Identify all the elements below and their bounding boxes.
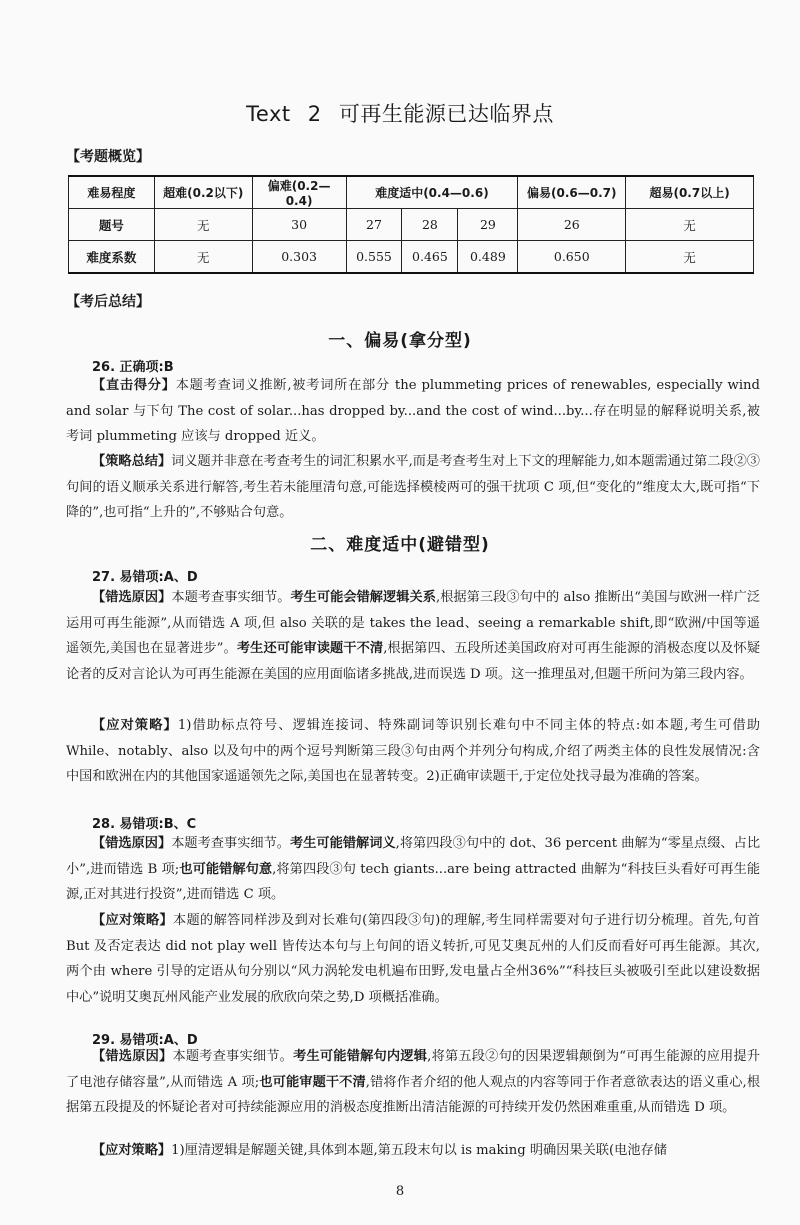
error-reason-tag: 【错选原因】 <box>92 836 172 851</box>
error-reason-tag: 【错选原因】 <box>92 590 172 605</box>
direct-score-tag: 【直击得分】 <box>92 378 176 393</box>
paragraph-text: 1)借助标点符号、逻辑连接词、特殊副词等识别长难句中不同主体的特点:如本题,考生可借助 While、notably、also 以及句中的两个逗号判断第三段③句由两个并列分句构成,介绍了两类主体的良性发展情况:含中国和欧洲在内的其他国家遥遥领先之际,美国也在显著转变。2)正确审读题干,于定位处找寻最为准确的答案。 <box>66 718 761 785</box>
q28-error-reason-paragraph <box>66 831 760 908</box>
strategy-tag: 【应对策略】 <box>92 913 174 928</box>
section-heading-easy: 一、偏易(拿分型) <box>328 331 472 351</box>
table-row <box>69 209 754 241</box>
error-reason-tag: 【错选原因】 <box>92 1049 173 1064</box>
table-cell: 0.650 <box>518 241 626 274</box>
q29-strategy-paragraph <box>66 1138 760 1164</box>
q29-error-reason-paragraph <box>66 1044 760 1121</box>
paragraph-text: ,将第四段③句中的 dot、36 percent 曲解为“零星点缀、占比小”,进而错选 B 项; <box>66 836 761 877</box>
table-cell: 无 <box>626 241 754 274</box>
summary-label: 【考后总结】 <box>66 294 150 310</box>
q27-error-reason-paragraph <box>66 585 760 687</box>
emphasis-text: 也可能错解句意 <box>179 861 273 877</box>
page-title: Text 2 可再生能源已达临界点 <box>246 102 554 126</box>
table-header-row <box>69 176 754 209</box>
table-cell: 无 <box>154 209 252 241</box>
table-cell: 27 <box>346 209 402 241</box>
table-header-cell: 偏难(0.2—0.4) <box>252 176 346 209</box>
overview-label: 【考题概览】 <box>66 149 150 165</box>
table-cell: 0.465 <box>402 241 458 274</box>
q28-strategy-paragraph <box>66 908 760 1010</box>
q26-direct-score-paragraph <box>66 373 760 450</box>
q27-strategy-paragraph <box>66 713 760 790</box>
row-label: 难度系数 <box>69 241 155 274</box>
row-label: 题号 <box>69 209 155 241</box>
table-header-cell: 超难(0.2以下) <box>154 176 252 209</box>
strategy-tag: 【应对策略】 <box>92 718 178 733</box>
paragraph-text: 本题的解答同样涉及到对长难句(第四段③句)的理解,考生同样需要对句子进行切分梳理。首先,句首 But 及否定表达 did not play well 皆传达本句与上句间的语义转折,可见艾奥瓦州的人们反而看好可再生能源。其次,两个由 where 引导的定语从句分别以“风力涡轮发电机遍布田野,发电量占全州36%”“科技巨头被吸引至此以建设数据中心”说明艾奥瓦州风能产业发展的欣欣向荣之势,D 项概括准确。 <box>66 913 760 1005</box>
paragraph-text: ,将第四段③句 tech giants...are being attracted 曲解为“科技巨头看好可再生能源,正对其进行投资”,进而错选 C 项。 <box>66 861 761 903</box>
table-header-cell: 超易(0.7以上) <box>626 176 754 209</box>
paragraph-text: 本题考查事实细节。 <box>171 836 291 851</box>
question-28-heading: 28. 易错项:B、C <box>92 817 197 832</box>
emphasis-text: 考生还可能审读题干不清 <box>236 641 384 657</box>
section-heading-medium: 二、难度适中(避错型) <box>310 535 490 555</box>
paragraph-text: ,错将作者介绍的他人观点的内容等同于作者意欲表达的语义重心,根据第五段提及的怀疑论者对可持续能源应用的消极态度推断出清洁能源的可持续开发仍然困难重重,从而错选 D 项。 <box>66 1074 761 1116</box>
paragraph-text: 词义题并非意在考查考生的词汇积累水平,而是考查考生对上下文的理解能力,如本题需通过第二段②③句间的语义顺承关系进行解答,考生若未能厘清句意,可能选择模棱两可的强干扰项 C 项,但“变化的”维度太大,既可指“下降的”,也可指“上升的”,不够贴合句意。 <box>66 454 760 521</box>
table-cell: 0.303 <box>252 241 346 274</box>
paragraph-text: 本题考查事实细节。 <box>171 590 291 605</box>
paragraph-text: ,根据第四、五段所述美国政府对可再生能源的消极态度以及怀疑论者的反对言论认为可再生能源在美国的应用面临诸多挑战,进而误选 D 项。这一推理虽对,但题干所问为第三段内容。 <box>66 641 761 682</box>
table-header-cell: 难易程度 <box>69 176 155 209</box>
question-27-heading: 27. 易错项:A、D <box>92 570 198 585</box>
table-cell: 26 <box>518 209 626 241</box>
emphasis-text: 考生可能会错解逻辑关系 <box>290 590 436 605</box>
table-cell: 无 <box>626 209 754 241</box>
table-cell: 29 <box>458 209 518 241</box>
strategy-tag: 【策略总结】 <box>92 454 172 469</box>
paragraph-text: 本题考查事实细节。 <box>172 1049 294 1064</box>
emphasis-text: 也可能审题干不清 <box>259 1074 366 1090</box>
page-number: 8 <box>395 1184 405 1199</box>
paragraph-text: ,根据第三段③句中的 also 推断出“美国与欧洲一样广泛运用可再生能源”,从而错选 A 项,但 also 关联的是 takes the lead、seeing a remarkable shift,即“欧洲/中国等遥遥领先,美国也在显著进步”。 <box>66 590 761 657</box>
paragraph-text: ,将第五段②句的因果逻辑颠倒为“可再生能源的应用提升了电池存储容量”,从而错选 A 项; <box>66 1049 761 1090</box>
paragraph-text: 1)厘清逻辑是解题关键,具体到本题,第五段末句以 is making 明确因果关联(电池存储 <box>171 1143 667 1158</box>
question-29-heading: 29. 易错项:A、D <box>92 1033 198 1048</box>
strategy-tag: 【应对策略】 <box>92 1143 172 1158</box>
emphasis-text: 考生可能错解句内逻辑 <box>293 1049 428 1064</box>
table-row <box>69 241 754 274</box>
table-cell: 30 <box>252 209 346 241</box>
table-cell: 无 <box>154 241 252 274</box>
paragraph-text: 本题考查词义推断,被考词所在部分 the plummeting prices of renewables, especially wind and solar 与下句 The cost of solar...has dropped by...and the cost of wind...by...存在明显的解释说明关系,被考词 plummeting 应该与 dropped 近义。 <box>66 378 760 445</box>
question-26-heading: 26. 正确项:B <box>92 360 174 375</box>
difficulty-table <box>68 175 754 274</box>
q26-strategy-paragraph <box>66 449 760 526</box>
table-header-cell: 偏易(0.6—0.7) <box>518 176 626 209</box>
table-header-cell: 难度适中(0.4—0.6) <box>346 176 518 209</box>
table-cell: 0.555 <box>346 241 402 274</box>
table-cell: 0.489 <box>458 241 518 274</box>
emphasis-text: 考生可能错解词义 <box>290 836 396 851</box>
table-cell: 28 <box>402 209 458 241</box>
